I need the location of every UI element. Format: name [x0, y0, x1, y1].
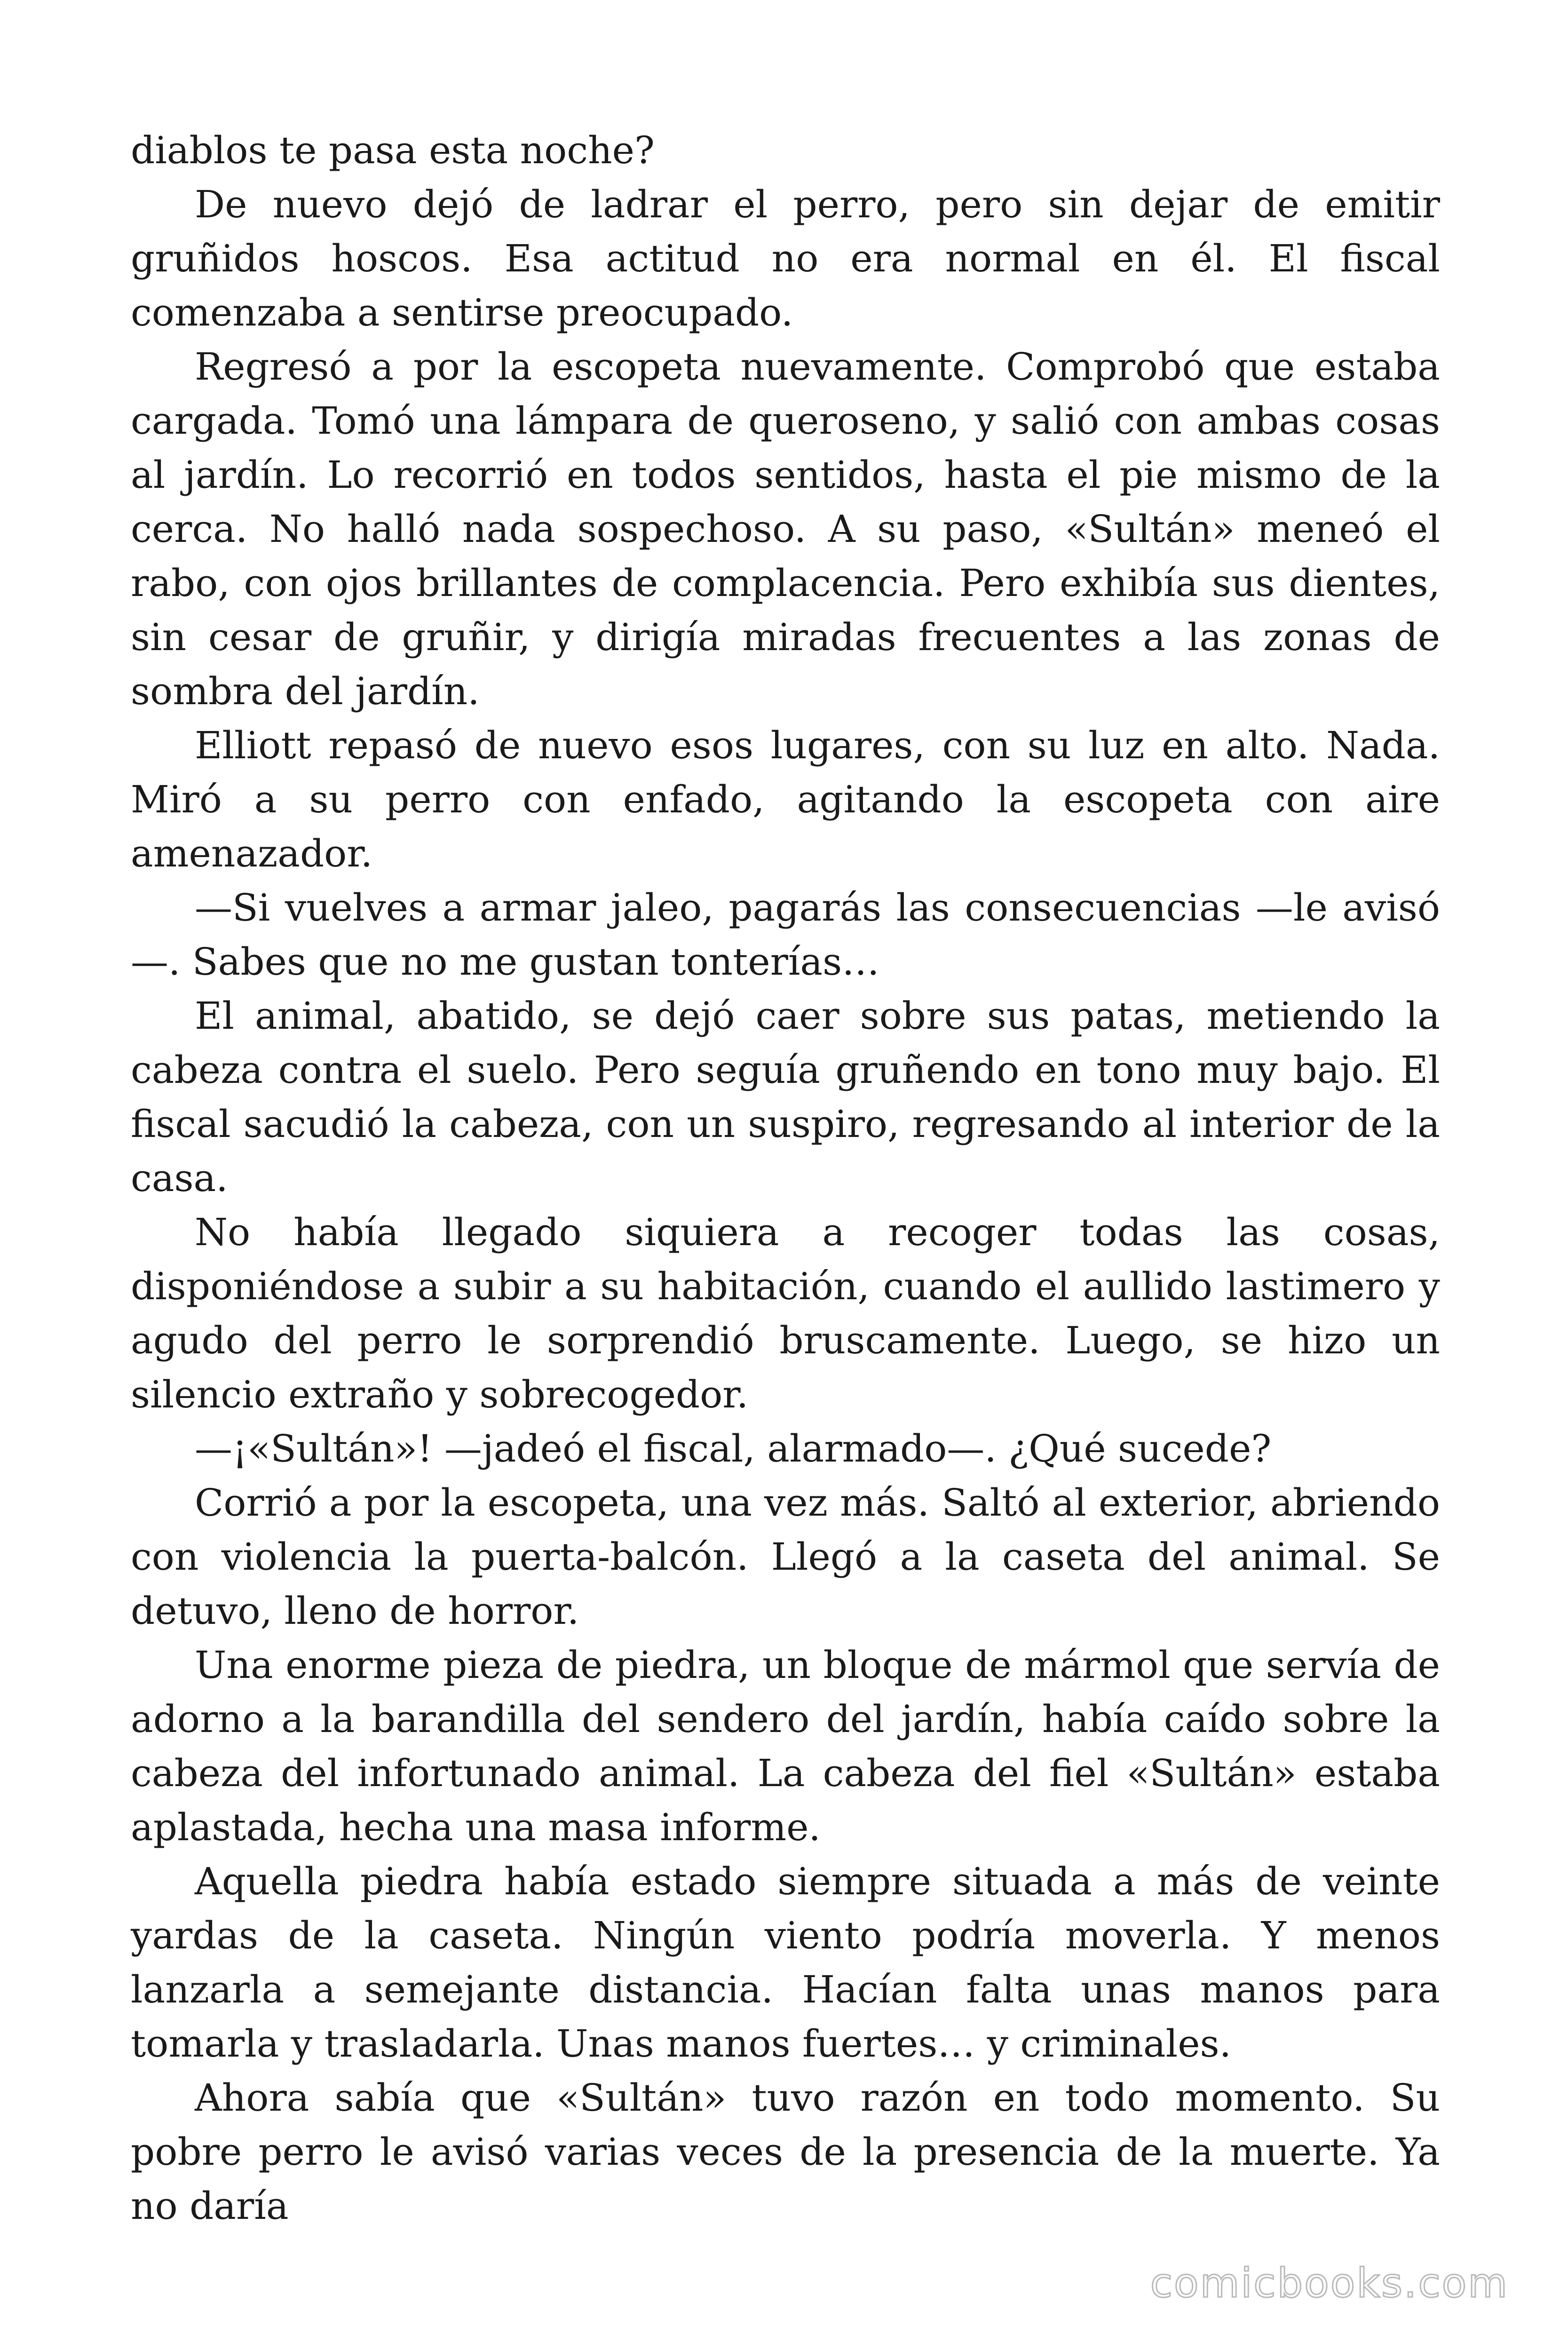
paragraph-3: Regresó a por la escopeta nuevamente. Comprobó que estaba cargada. Tomó una lámpara de queroseno, y salió con ambas cosas al jardín. Lo recorrió en todos sentidos, hasta el pie mismo de la cerca. No halló nada sospechoso. A su paso, «Sultán» meneó el rabo, con ojos brillantes de complacencia. Pero exhibía sus dientes, sin cesar de gruñir, y dirigía miradas frecuentes a las zonas de sombra del jardín.: [131, 345, 1440, 713]
paragraph-6: El animal, abatido, se dejó caer sobre sus patas, metiendo la cabeza contra el suelo. Pero seguía gruñendo en tono muy bajo. El fiscal sacudió la cabeza, con un suspiro, regresando al interior de la casa.: [131, 994, 1440, 1200]
paragraph-9: Corrió a por la escopeta, una vez más. Saltó al exterior, abriendo con violencia la puerta-balcón. Llegó a la caseta del animal. Se detuvo, lleno de horror.: [131, 1481, 1440, 1633]
paragraph-10: Una enorme pieza de piedra, un bloque de mármol que servía de adorno a la barandilla del sendero del jardín, había caído sobre la cabeza del infortunado animal. La cabeza del fiel «Sultán» estaba aplastada, hecha una masa informe.: [131, 1643, 1440, 1849]
page-body: [131, 123, 1440, 2233]
paragraph-2: De nuevo dejó de ladrar el perro, pero sin dejar de emitir gruñidos hoscos. Esa actitud no era normal en él. El fiscal comenzaba a sentirse preocupado.: [131, 183, 1440, 334]
paragraph-8: —¡«Sultán»! —jadeó el fiscal, alarmado—. ¿Qué sucede?: [195, 1427, 1272, 1470]
paragraph-4: Elliott repasó de nuevo esos lugares, con su luz en alto. Nada. Miró a su perro con enfado, agitando la escopeta con aire amenazador.: [131, 723, 1440, 875]
paragraph-7: No había llegado siquiera a recoger todas las cosas, disponiéndose a subir a su habitación, cuando el aullido lastimero y agudo del perro le sorprendió bruscamente. Luego, se hizo un silencio extraño y sobrecogedor.: [131, 1210, 1440, 1416]
paragraph-1: diablos te pasa esta noche?: [131, 128, 655, 172]
paragraph-12: Ahora sabía que «Sultán» tuvo razón en todo momento. Su pobre perro le avisó varias veces de la presencia de la muerte. Ya no daría: [131, 2076, 1440, 2228]
paragraph-11: Aquella piedra había estado siempre situada a más de veinte yardas de la caseta. Ningún viento podría moverla. Y menos lanzarla a semejante distancia. Hacían falta unas manos para tomarla y trasladarla. Unas manos fuertes… y criminales.: [131, 1859, 1440, 2066]
watermark: comicbooks.com: [1150, 2260, 1509, 2307]
paragraph-5: —Si vuelves a armar jaleo, pagarás las consecuencias —le avisó —. Sabes que no me gustan tonterías…: [131, 886, 1440, 984]
